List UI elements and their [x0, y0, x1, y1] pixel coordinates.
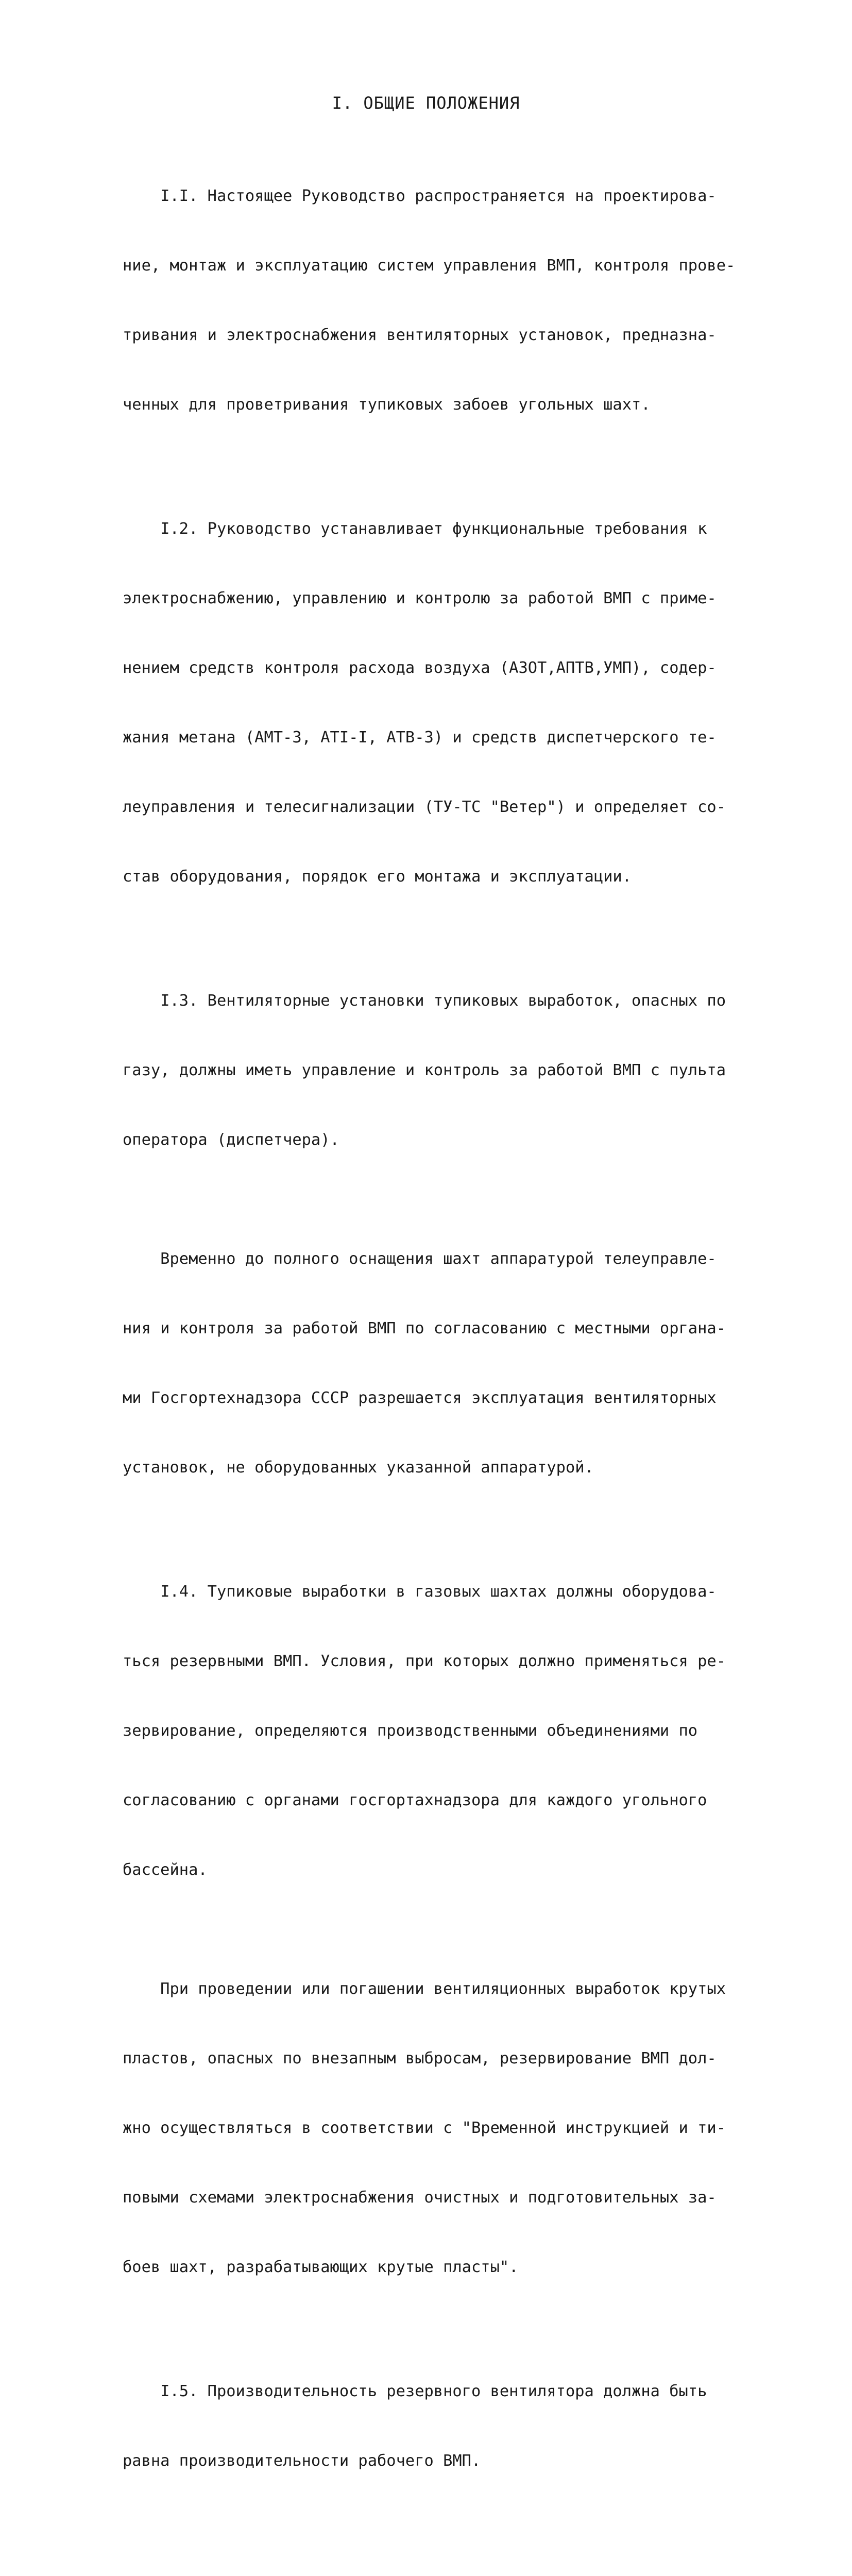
text-line: пластов, опасных по внезапным выбросам, резервирование ВМП дол- [123, 2049, 717, 2067]
text-line: тривания и электроснабжения вентиляторных установок, предназна- [123, 326, 717, 344]
paragraph-1-1 [123, 138, 746, 463]
text-line: жания метана (АМТ-3, АТI-I, АТВ-3) и средств диспетчерского те- [123, 728, 717, 747]
text-line: зервирование, определяются производственными объединениями по [123, 1722, 698, 1740]
paragraph-1-3-continued [123, 1201, 746, 1526]
text-line: При проведении или погашении вентиляционных выработок крутых [123, 1980, 726, 1998]
text-line: повыми схемами электроснабжения очистных и подготовительных за- [123, 2189, 717, 2207]
paragraph-1-5 [123, 2333, 746, 2519]
text-line [123, 2573, 746, 2576]
text-line: I.5. Производительность резервного вентилятора должна быть [123, 2382, 707, 2400]
text-line: I.3. Вентиляторные установки тупиковых выработок, опасных по [123, 992, 726, 1010]
text-line: согласованию с органами госгортахнадзора для каждого угольного [123, 1791, 707, 1809]
text-line: оператора (диспетчера). [123, 1131, 339, 1149]
text-line: жно осуществляться в соответствии с "Временной инструкцией и ти- [123, 2119, 726, 2137]
text-line: I.I. Настоящее Руководство распространяется на проектирова- [123, 187, 717, 205]
text-line: ния и контроля за работой ВМП по согласованию с местными органа- [123, 1319, 726, 1337]
text-line: ченных для проветривания тупиковых забоев угольных шахт. [123, 396, 651, 414]
paragraph-1-4-continued [123, 1931, 746, 2325]
document-body [123, 130, 746, 2576]
text-line: ться резервными ВМП. Условия, при которых должно применяться ре- [123, 1652, 726, 1670]
text-line: нением средств контроля расхода воздуха (АЗОТ,АПТВ,УМП), содер- [123, 659, 717, 677]
text-line: равна производительности рабочего ВМП. [123, 2452, 481, 2470]
paragraph-1-3 [123, 943, 746, 1198]
text-line: установок, не оборудованных указанной аппаратурой. [123, 1459, 594, 1477]
section-heading: I. ОБЩИЕ ПОЛОЖЕНИЯ [332, 93, 520, 113]
text-line: леуправления и телесигнализации (ТУ-ТС "Ветер") и определяет со- [123, 798, 726, 816]
text-line: I.2. Руководство устанавливает функциональные требования к [123, 520, 707, 538]
paragraph-1-6 [123, 2527, 746, 2576]
paragraph-1-2 [123, 471, 746, 935]
paragraph-1-4 [123, 1534, 746, 1928]
text-line: ние, монтаж и эксплуатацию систем управления ВМП, контроля прове- [123, 257, 736, 275]
text-line: Временно до полного оснащения шахт аппаратурой телеуправле- [123, 1250, 717, 1268]
text-line: электроснабжению, управлению и контролю за работой ВМП с приме- [123, 589, 717, 607]
text-line: газу, должны иметь управление и контроль за работой ВМП с пульта [123, 1061, 726, 1079]
text-line: I.4. Тупиковые выработки в газовых шахтах должны оборудова- [123, 1583, 717, 1601]
text-line: ми Госгортехнадзора СССР разрешается эксплуатация вентиляторных [123, 1389, 717, 1407]
text-line: боев шахт, разрабатывающих крутые пласты". [123, 2258, 519, 2276]
text-line: бассейна. [123, 1861, 208, 1879]
text-line: став оборудования, порядок его монтажа и эксплуатации. [123, 868, 632, 886]
